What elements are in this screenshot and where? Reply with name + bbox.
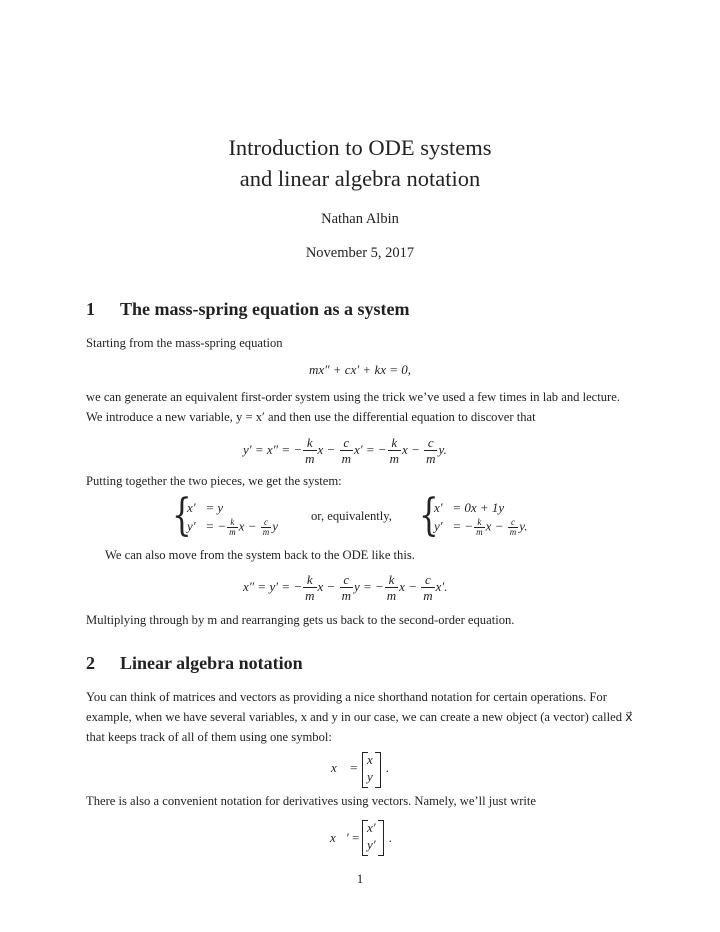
vector-x-period: . <box>386 760 390 775</box>
matrix-bracket-right <box>375 752 381 788</box>
section-1-paragraph-4: We can also move from the system back to the ODE like this. <box>105 548 415 562</box>
system-2-line-2: y′ = − $\frac{k}{m}$ x − $\frac{c}{m}$ y. <box>434 517 528 537</box>
paper-title-line-2: and linear algebra notation <box>239 166 481 191</box>
left-brace-system-2: { <box>419 490 439 541</box>
section-1-paragraph-1: Starting from the mass-spring equation <box>86 336 283 350</box>
system-2-line-1: x′ = 0x + 1y <box>434 500 505 515</box>
equation-vector-x-prime-lhs: x⃗′ = <box>330 830 360 845</box>
section-2-paragraph-1: You can think of matrices and vectors as providing a nice shorthand notation for certain operations. For example, when we have several variables, x and y in our case, we can create a new object (a vector) called x⃗ that keeps track of all of them using one symbol: <box>86 690 633 744</box>
paper-date: November 5, 2017 <box>305 245 415 261</box>
equation-mass-spring: mx″ + cx′ + kx = 0, <box>308 362 412 377</box>
vector-x-entry-2: y <box>367 769 373 784</box>
section-2-heading <box>86 653 303 674</box>
vector-x-entry-1: x <box>367 752 373 767</box>
vector-x-prime-period: . <box>389 830 393 845</box>
matrix-bracket-right-2 <box>378 820 384 856</box>
equation-vector-x-lhs: x⃗ = <box>331 760 358 775</box>
equation-y-prime: y′ = x″ = − $\frac{k}{m}$ x − $\frac{c}{m}$ x′ = − $\frac{k}{m}$ x − $\frac{c}{m}$ y. <box>243 435 447 466</box>
author-name: Nathan Albin <box>321 211 399 227</box>
or-equivalently-text: or, equivalently, <box>311 509 392 523</box>
section-1-paragraph-2: we can generate an equivalent first-order system using the trick we’ve used a few times in lab and lecture. We introduce a new variable, y = x′ and then use the differential equation to discover that <box>86 390 620 424</box>
paper-title-line-1: Introduction to ODE systems <box>228 135 492 160</box>
section-1-paragraph-5: Multiplying through by m and rearranging gets us back to the second-order equation. <box>86 613 515 627</box>
system-1-line-1: x′ = y <box>187 500 224 515</box>
section-1-heading <box>86 299 410 320</box>
vector-x-prime-entry-1: x′ <box>367 820 376 835</box>
section-1-paragraph-3: Putting together the two pieces, we get the system: <box>86 474 342 488</box>
section-1-title: The mass-spring equation as a system <box>120 299 410 319</box>
section-2-title: Linear algebra notation <box>120 653 303 673</box>
page-number: 1 <box>356 871 364 886</box>
section-1-number: 1 <box>86 299 95 319</box>
vector-x-prime-entry-2: y′ <box>367 837 376 852</box>
left-brace-system-1: { <box>172 490 192 541</box>
equation-x-double-prime: x″ = y′ = − $\frac{k}{m}$ x − $\frac{c}{m}$ y = − $\frac{k}{m}$ x − $\frac{c}{m}$ x′. <box>243 572 448 603</box>
section-2-number: 2 <box>86 653 95 673</box>
system-1-line-2: y′ = − $\frac{k}{m}$ x − $\frac{c}{m}$ y <box>187 517 278 537</box>
section-2-paragraph-2: There is also a convenient notation for derivatives using vectors. Namely, we’ll just write <box>86 794 536 808</box>
